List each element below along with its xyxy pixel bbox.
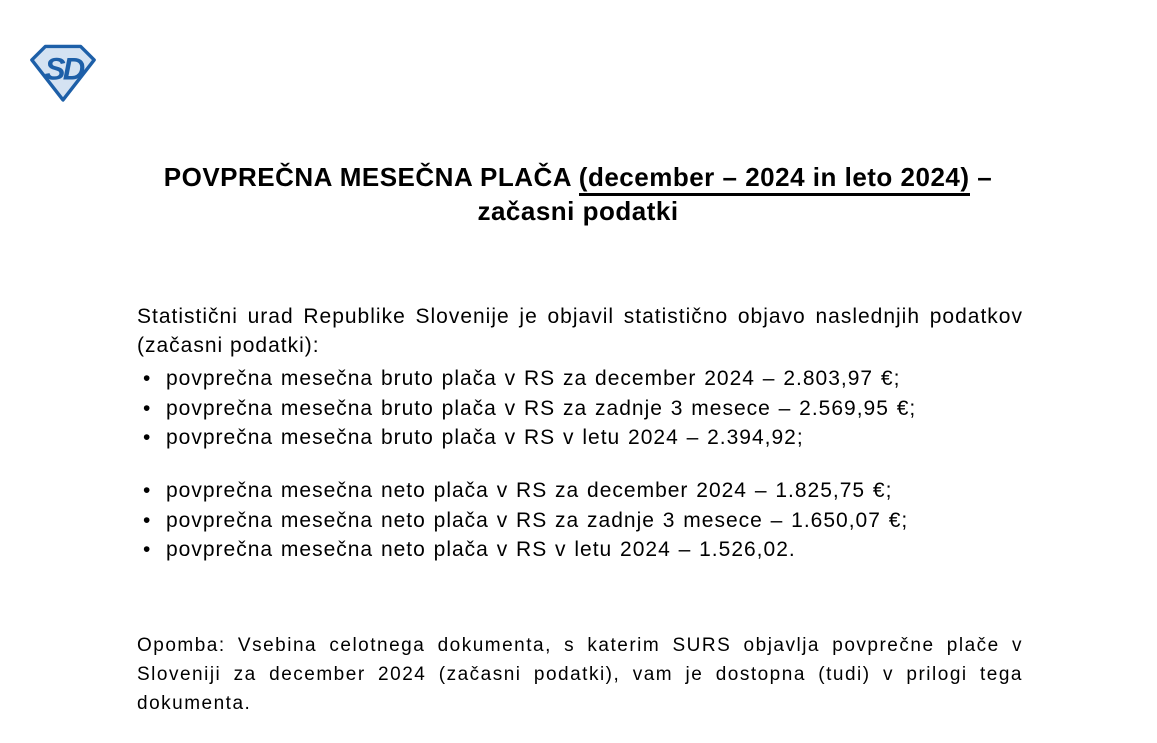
sd-shield-icon [29, 43, 97, 104]
neto-item-text: povprečna mesečna neto plača v RS za zadnje 3 mesece – 1.650,07 €; [166, 508, 909, 532]
bruto-list [137, 364, 1077, 453]
bullet-icon: • [143, 479, 151, 502]
neto-item-text: povprečna mesečna neto plača v RS v letu 2024 – 1.526,02. [166, 538, 796, 561]
title-line-1 [108, 160, 1048, 194]
title-suffix: – [969, 162, 993, 192]
note-paragraph: Opomba: Vsebina celotnega dokumenta, s katerim SURS objavlja povprečne plače v Sloveniji za december 2024 (začasni podatki), vam je dostopna (tudi) v prilogi tega dokumenta. [137, 635, 1023, 714]
sd-shield-logo [29, 43, 97, 104]
bullet-icon: • [143, 367, 151, 390]
bruto-item-text: povprečna mesečna bruto plača v RS za zadnje 3 mesece – 2.569,95 €; [166, 396, 917, 420]
neto-list [137, 476, 1077, 565]
title-line-2: začasni podatki [477, 196, 679, 226]
bruto-item-text: povprečna mesečna bruto plača v RS za december 2024 – 2.803,97 €; [166, 367, 901, 390]
list-item [137, 476, 1077, 506]
logo-letters: SD [44, 51, 83, 87]
bullet-icon: • [143, 426, 151, 449]
list-item [137, 394, 1077, 424]
title-underlined-period: (december – 2024 in leto 2024) [579, 162, 970, 196]
list-item [137, 423, 1077, 453]
neto-item-text: povprečna mesečna neto plača v RS za december 2024 – 1.825,75 €; [166, 479, 893, 502]
list-item [137, 506, 1077, 536]
bullet-icon: • [143, 508, 151, 532]
bullet-icon: • [143, 538, 151, 561]
bullet-icon: • [143, 396, 151, 420]
list-item [137, 364, 1077, 394]
intro-paragraph: Statistični urad Republike Slovenije je objavil statistično objavo naslednjih podatkov (začasni podatki): [137, 305, 1023, 357]
bruto-item-text: povprečna mesečna bruto plača v RS v letu 2024 – 2.394,92; [166, 426, 804, 449]
list-item [137, 535, 1077, 565]
page-title [108, 160, 1048, 228]
title-prefix: POVPREČNA MESEČNA PLAČA [163, 162, 579, 192]
